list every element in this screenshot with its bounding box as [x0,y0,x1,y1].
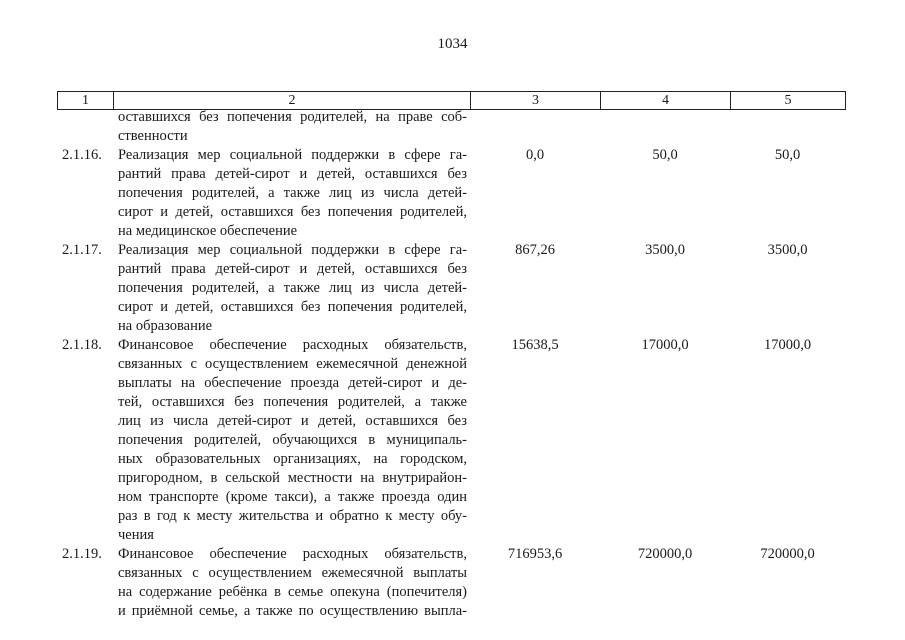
row-description [118,545,467,621]
text-line: связанных с осуществлением ежемесячной денежной [118,356,467,372]
value-col-4: 50,0 [652,147,678,163]
table-row [0,241,905,336]
table-row [0,146,905,241]
row-number: 2.1.18. [62,337,102,353]
table-row [0,545,905,621]
value-col-3: 15638,5 [511,337,559,353]
text-line: лиц из числа детей-сирот и детей, оставшихся без [118,413,467,429]
text-line: ном транспорте (кроме такси), а также проезда один [118,489,467,505]
table-row [0,336,905,545]
value-col-5: 720000,0 [760,546,815,562]
page-number: 1034 [437,36,468,52]
text-line: ственности [118,128,188,144]
text-line: на образование [118,318,213,334]
text-line: попечения родителей, обучающихся в муниципаль- [118,432,467,448]
text-line: ных образовательных организациях, на городском, [118,451,467,467]
value-col-4: 720000,0 [637,546,693,562]
row-description [118,336,467,545]
value-col-3: 867,26 [515,242,555,258]
text-line: рантий права детей-сирот и детей, оставшихся без [118,261,467,277]
row-number: 2.1.16. [62,147,102,163]
value-col-5: 17000,0 [763,337,812,353]
row-description [118,146,467,241]
text-line: на медицинское обеспечение [118,223,298,239]
row-number: 2.1.17. [62,242,102,258]
text-line: оставшихся без попечения родителей, на праве соб- [118,109,467,125]
text-line: выплаты на обеспечение проезда детей-сирот и де- [118,375,467,391]
row-number: 2.1.19. [62,546,102,562]
text-line: Реализация мер социальной поддержки в сфере га- [118,147,467,163]
text-line: рантий права детей-сирот и детей, оставшихся без [118,166,467,182]
column-header-3: 3 [471,92,601,110]
text-line: сирот и детей, оставшихся без попечения родителей, [118,299,467,315]
column-header-row [58,92,846,110]
continuation-row [0,108,905,146]
continuation-text [118,108,467,146]
value-col-5: 3500,0 [767,242,808,258]
text-line: Финансовое обеспечение расходных обязательств, [118,546,467,562]
value-col-4: 3500,0 [645,242,685,258]
value-col-4: 17000,0 [641,337,689,353]
column-header-2: 2 [114,92,471,110]
text-line: и приёмной семье, а также по осуществлению выпла- [118,603,467,619]
text-line: пригородном, в сельской местности на внутрирайон- [118,470,467,486]
text-line: сирот и детей, оставшихся без попечения родителей, [118,204,467,220]
text-line: попечения родителей, а также лиц из числа детей- [118,185,467,201]
text-line: раз в год к месту жительства и обратно к месту обу- [118,508,467,524]
value-col-3: 0,0 [525,147,545,163]
column-header-5: 5 [731,92,846,110]
row-description [118,241,467,336]
text-line: связанных с осуществлением ежемесячной выплаты [118,565,467,581]
value-col-5: 50,0 [774,147,801,163]
text-line: на содержание ребёнка в семье опекуна (попечителя) [118,584,467,600]
value-col-3: 716953,6 [507,546,563,562]
table-body [0,108,905,621]
column-header-4: 4 [601,92,731,110]
text-line: Финансовое обеспечение расходных обязательств, [118,337,467,353]
column-header-1: 1 [58,92,114,110]
text-line: чения [118,527,154,543]
text-line: тей, оставшихся без попечения родителей, а также [118,394,467,410]
text-line: попечения родителей, а также лиц из числа детей- [118,280,467,296]
text-line: Реализация мер социальной поддержки в сфере га- [118,242,467,258]
